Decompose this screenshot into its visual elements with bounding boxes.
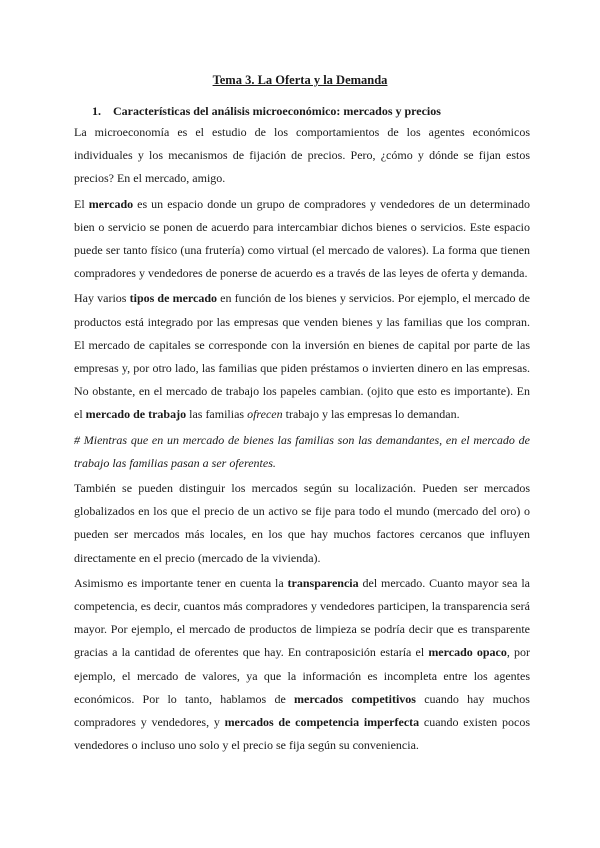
text-run: cuando existen pocos vendedores o incluso uno solo y el precio se fija según su conveniencia. <box>74 715 530 753</box>
text-run: del mercado. Cuanto mayor sea la competencia, es decir, cuantos más compradores y vendedores participen, la transparencia será mayor. Por ejemplo, el mercado de productos de limpieza se podría decir que es transparente gracias a la cantidad de oferentes que hay. En contraposición estaría el <box>74 575 530 660</box>
term-mercados-competitivos: mercados competitivos <box>294 691 416 706</box>
paragraph-intro: La microeconomía es el estudio de los comportamientos de los agentes económicos individuales y los mecanismos de fijación de precios. Pero, ¿cómo y dónde se fijan estos precios? En el mercado, amigo. <box>74 125 530 186</box>
text-run: es un espacio donde un grupo de compradores y vendedores de un determinado bien o servicio se ponen de acuerdo para intercambiar dichos bienes o servicios. Este espacio puede ser tanto físico (una frutería) como virtual (el mercado de valores). La forma que tienen compradores y vendedores de ponerse de acuerdo es a través de las leyes de oferta y demanda. <box>74 196 530 281</box>
term-mercado: mercado <box>88 196 134 211</box>
term-competencia-imperfecta: mercados de competencia imperfecta <box>224 715 420 730</box>
text-run: trabajo y las empresas lo demandan. <box>282 407 460 422</box>
paragraph-transparencia <box>74 572 530 758</box>
paragraph-tipos <box>74 287 530 426</box>
document-body <box>74 121 530 759</box>
term-mercado-de-trabajo: mercado de trabajo <box>85 407 187 422</box>
paragraph-localizacion: También se pueden distinguir los mercados según su localización. Pueden ser mercados globalizados en los que el precio de un activo se fije para todo el mundo (mercado del oro) o pueden ser mercados más locales, en los que hay muchos factores cercanos que influyen directamente en el precio (mercado de la vivienda). <box>74 481 530 565</box>
text-run: El <box>74 196 89 211</box>
text-run: Asimismo es importante tener en cuenta la <box>74 575 288 590</box>
section-number: 1. <box>92 104 101 118</box>
text-run: en función de los bienes y servicios. Por ejemplo, el mercado de productos está integrado por las empresas que venden bienes y las familias que los compran. El mercado de capitales se corresponde con la inversión en bienes de capital por parte de las empresas y, por otro lado, las familias que piden préstamos o invierten dinero en las empresas. No obstante, en el mercado de trabajo los papeles cambian. (ojito que esto es importante). En el <box>74 291 530 422</box>
text-run: Hay varios <box>74 291 130 306</box>
term-mercado-opaco: mercado opaco <box>428 645 507 660</box>
text-run: , por ejemplo, el mercado de valores, ya que la información es incompleta entre los agentes económicos. Por lo tanto, hablamos de <box>74 645 531 706</box>
term-tipos-de-mercado: tipos de mercado <box>129 291 218 306</box>
term-transparencia: transparencia <box>287 575 359 590</box>
page-title: Tema 3. La Oferta y la Demanda <box>212 73 388 87</box>
term-ofrecen: ofrecen <box>247 407 283 422</box>
note-italic: # Mientras que en un mercado de bienes las familias son las demandantes, en el mercado de trabajo las familias pasan a ser oferentes. <box>74 432 530 470</box>
text-run: cuando hay muchos compradores y vendedores, y <box>74 691 530 730</box>
paragraph-note <box>74 429 530 475</box>
text-run: las familias <box>186 407 248 422</box>
section-heading <box>92 104 441 119</box>
paragraph-mercado <box>74 193 530 286</box>
section-title: Características del análisis microeconómico: mercados y precios <box>113 104 441 118</box>
